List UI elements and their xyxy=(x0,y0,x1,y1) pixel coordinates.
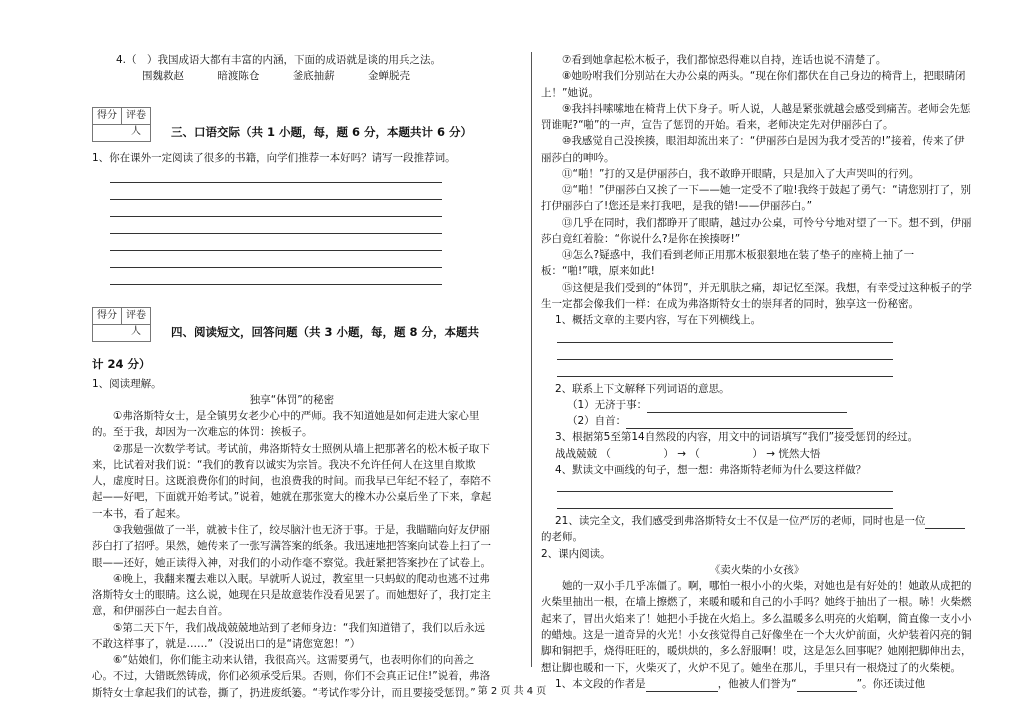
answer-line xyxy=(557,363,893,377)
paragraph: ⑪“啪！”打的又是伊丽莎白，我不敢睁开眼睛，只是加入了大声哭叫的行列。 xyxy=(562,167,920,180)
section4-title: 四、阅读短文，回答问题（共 3 小题，每，题 8 分，本题共 xyxy=(171,324,480,339)
choice-3: 釜底抽薪 xyxy=(292,70,335,83)
section3-q1: 1、你在课外一定阅读了很多的书籍，向学们推荐一本好吗？请写一段推荐词。 xyxy=(92,151,456,164)
answer-line xyxy=(110,170,442,183)
answer-line xyxy=(110,204,442,217)
reviewer-label: 评卷人 xyxy=(121,108,150,124)
paragraph: ⑩我感觉自己没挨揍，眼泪却流出来了：“伊丽莎白是因为我才受苦的!”接着，传来了伊丽莎白的呻吟。 xyxy=(541,135,965,164)
answer-line xyxy=(110,238,442,251)
right-column xyxy=(541,52,973,692)
paragraph: ⑤第二天下午，我们战战兢兢地站到了老师身边：“我们知道错了，我们以后永远不敢这样事了，就是……”（没说出口的是“请您宽恕！”） xyxy=(92,621,485,650)
answer-line xyxy=(110,187,442,200)
bracket-blank: （ ） xyxy=(689,447,763,460)
q21-text: 21、读完全文，我们感受到弗洛斯特女士不仅是一位严厉的老师，同时也是一位 xyxy=(555,515,926,528)
question-1: 1、概括文章的主要内容，写在下列横线上。 xyxy=(555,314,762,327)
paragraph: ⑫“啪！”伊丽莎白又挨了一下——她一定受不了啦!我终于鼓起了勇气：“请您别打了，别打伊丽莎白了!您还是来打我吧，是我的错!——伊丽莎白。” xyxy=(541,184,972,213)
left-column xyxy=(92,52,492,701)
score-table xyxy=(92,107,151,142)
answer-line xyxy=(110,221,442,234)
answer-line xyxy=(110,272,442,285)
paragraph: ⑭怎么?疑惑中，我们看到老师正用那木板狠狠地在装了垫子的座椅上抽了一板：“啪!”哦，原来如此! xyxy=(541,249,915,278)
question-2b xyxy=(541,413,973,429)
question-21-end: 的老师。 xyxy=(541,531,583,544)
passage-title: 独享“体罚”的秘密 xyxy=(249,393,335,406)
paragraph: ⑥“姑娘们，你们能主动来认错，我很高兴。这需要勇气，也表明你们的向善之心。不过，大错既然铸成，你们必须承受后果。否则，你们不会真正记住!”说着，弗洛斯特女士拿起我们的试卷，撕了，扔进废纸篓。“考试作零分计，而且要接受惩罚。” xyxy=(92,654,491,699)
score-table xyxy=(92,307,151,342)
q3-end: → 恍然大悟 xyxy=(766,447,821,460)
paragraph: ⑮这便是我们受到的“体罚”，并无肌肤之痛，却记忆至深。我想，有幸受过这种板子的学生一定都会像我们一样：在成为弗洛斯特女士的崇拜者的同时，独享这一份秘密。 xyxy=(541,281,972,310)
question-2: 2、联系上下文解释下列词语的意思。 xyxy=(555,382,730,395)
q2b-label: （2）自首： xyxy=(567,415,627,428)
q1b-end: ”。你还读过他 xyxy=(856,677,926,690)
q2a-label: （1）无济于事： xyxy=(567,398,648,411)
paragraph: ③我勉强做了一半，就被卡住了，绞尽脑汁也无济于事。于是，我瞄瞄向好友伊丽莎白打了招呼。果然，她传来了一张写满答案的纸条。我迅速地把答案向试卷上扫了一眼——还好，她正读得入神，对我们的小动作毫不察觉。我赶紧把答案抄在了试卷上。 xyxy=(92,524,491,569)
score-label: 得分 xyxy=(97,109,117,121)
q1b-start: 1、本文段的作者是 xyxy=(555,677,646,690)
question-3-chain xyxy=(541,446,973,462)
paragraph: ②那是一次数学考试。考试前，弗洛斯特女士照例从墙上把那著名的松木板子取下来，比试着对我们说：“我们的教育以诚实为宗旨。我决不允许任何人在这里自欺欺人，虚度时日。这既浪费你们的时间，也浪费我的时间。而我早已年纪不轻了，奉陪不起——好吧，下面就开始考试。”说着，她就在那张宽大的橡木办公桌后坐了下来，拿起一本书，看了起来。 xyxy=(92,442,492,520)
arrow-icon: → xyxy=(677,447,686,460)
reading1-label: 1、阅读理解。 xyxy=(92,377,162,390)
choice-1: 围魏救赵 xyxy=(142,70,184,83)
paragraph: ①弗洛斯特女士，是全镇男女老少心中的严师。我不知道她是如何走进大家心里的。至于我，却因为一次难忘的体罚：挨板子。 xyxy=(92,410,480,439)
passage2-title: 《卖火柴的小女孩》 xyxy=(709,563,805,576)
question-21 xyxy=(541,513,973,529)
paragraph: ⑦看到她拿起松木板子，我们都惊恐得难以自持，连话也说不清楚了。 xyxy=(562,54,887,66)
choice-4: 金蝉脱壳 xyxy=(368,70,411,83)
section4-header xyxy=(92,307,492,342)
answer-blank xyxy=(925,528,965,529)
page-footer: 第 2 页 共 4 页 xyxy=(477,686,547,697)
answer-line xyxy=(557,478,893,492)
answer-line xyxy=(557,346,893,360)
paragraph: ⑨我抖抖嗦嗦地在椅背上伏下身子。听人说，人越是紧张就越会感受到痛苦。老师会先惩罚谁呢?“啪”的一声，宣告了惩罚的开始。看来，老师决定先对伊丽莎白了。 xyxy=(541,102,971,132)
score-label: 得分 xyxy=(97,309,117,321)
reviewer-label: 评卷人 xyxy=(121,308,150,324)
section3-header xyxy=(92,107,492,142)
q4-stem: 4.（ ）我国成语大都有丰富的内涵，下面的成语就是谈的用兵之法。 xyxy=(116,54,442,66)
answer-line xyxy=(110,255,442,268)
paragraph: ⑧她吩咐我们分别站在大办公桌的两头。“现在你们都伏在自己身边的椅背上，把眼睛闭上！”她说。 xyxy=(541,70,966,99)
answer-line xyxy=(557,495,893,509)
section4-title-cont: 计 24 分） xyxy=(92,356,151,371)
question-3: 3、根据第5至第14自然段的内容，用文中的词语填写“我们”接受惩罚的经过。 xyxy=(555,431,919,444)
column-divider xyxy=(531,52,532,667)
question-4: 4、默读文中画线的句子，想一想：弗洛斯特老师为什么要这样做？ xyxy=(555,463,867,476)
reading2-label: 2、课内阅读。 xyxy=(541,547,611,560)
paragraph: ④晚上，我翻来覆去难以入眠。早就听人说过，教室里一只蚂蚁的爬动也逃不过弗洛斯特女士的眼睛。这么说，她现在只是故意装作没看见罢了。而她想好了，我打定主意，和伊丽莎白一起去自首。 xyxy=(92,572,491,618)
bracket-blank: （ ） xyxy=(600,447,674,460)
paragraph: ⑬几乎在同时，我们都睁开了眼睛，越过办公桌，可怜兮兮地对望了一下。想不到，伊丽莎白竟红着脸：“你说什么?是你在挨揍呀!” xyxy=(541,216,972,245)
score-cell xyxy=(92,125,151,142)
q3-start: 战战兢兢 xyxy=(555,447,597,460)
section3-title: 三、口语交际（共 1 小题，每，题 6 分，本题共计 6 分） xyxy=(171,124,473,139)
answer-line xyxy=(557,329,893,343)
choice-2: 暗渡陈仓 xyxy=(217,70,260,83)
q4-choices xyxy=(92,68,492,84)
question-2a xyxy=(541,397,973,413)
q1b-mid: ，他被人们誉为“ xyxy=(717,677,797,690)
score-cell xyxy=(92,325,151,342)
answer-lines xyxy=(92,170,492,285)
passage2-text: 她的一双小手几乎冻僵了。啊，哪怕一根小小的火柴，对她也是有好处的！她敢从成把的火柴里抽出一根，在墙上擦燃了，来暖和暖和自己的小手吗？她终于抽出了一根。哧！火柴燃起来了，冒出火焰来了！她把小手拢在火焰上。多么温暖多么明亮的火焰啊，简直像一支小小的蜡烛。这是一道奇异的火光！小女孩觉得自己好像坐在一个大火炉前面，火炉装着闪亮的铜脚和铜把手，烧得旺旺的，暖烘烘的，多么舒服啊！哎，这是怎么回事呢？她刚把脚伸出去，想让脚也暖和一下，火柴灭了，火炉不见了。她坐在那儿，手里只有一根烧过了的火柴梗。 xyxy=(541,580,972,674)
